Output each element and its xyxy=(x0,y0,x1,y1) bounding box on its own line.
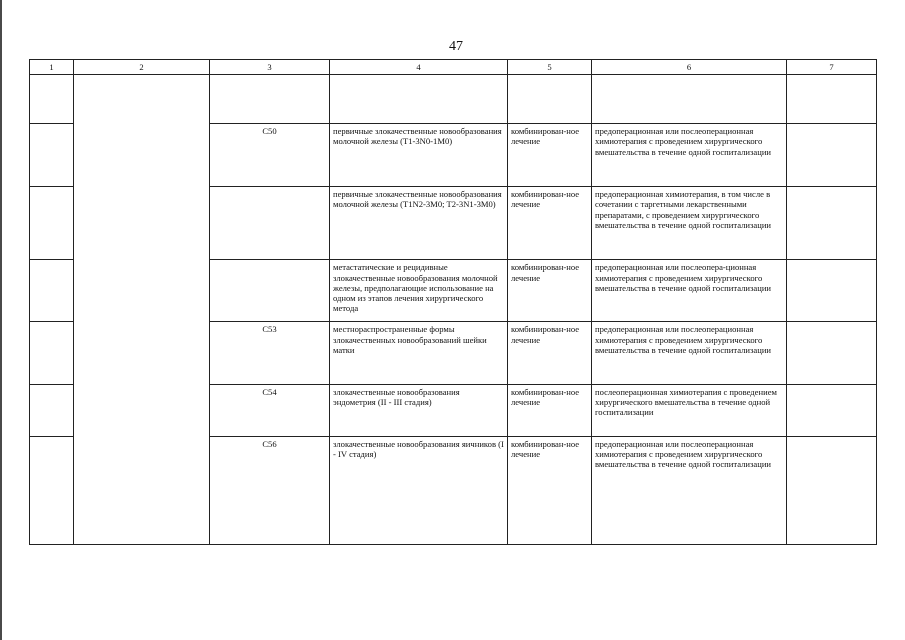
column-header: 3 xyxy=(210,60,330,75)
treatment-method-cell: послеоперационная химиотерапия с проведением хирургического вмешательства в течение одной госпитализации xyxy=(592,384,787,436)
profile-cell xyxy=(74,75,210,545)
row-number-cell xyxy=(30,75,74,124)
column-header: 2 xyxy=(74,60,210,75)
row-number-cell xyxy=(30,187,74,260)
scan-edge xyxy=(0,0,2,640)
column-header: 5 xyxy=(508,60,592,75)
description-cell: первичные злокачественные новообразования молочной железы (T1N2-3M0; T2-3N1-3M0) xyxy=(330,187,508,260)
description-cell: злокачественные новообразования эндометрия (II - III стадия) xyxy=(330,384,508,436)
description-cell: метастатические и рецидивные злокачественные новообразования молочной железы, предполагающие использование на одном из этапов лечения хирургического метода xyxy=(330,260,508,322)
norm-cell xyxy=(787,75,877,124)
treatment-method-cell: предоперационная или послеоперационная химиотерапия с проведением хирургического вмешательства в течение одной госпитализации xyxy=(592,436,787,544)
treatment-method-cell: предоперационная или послеопера-ционная химиотерапия с проведением хирургического вмешательства в течение одной госпитализации xyxy=(592,260,787,322)
icd-code-cell: C53 xyxy=(210,322,330,384)
description-cell: первичные злокачественные новообразования молочной железы (T1-3N0-1M0) xyxy=(330,124,508,187)
norm-cell xyxy=(787,384,877,436)
icd-code-cell xyxy=(210,75,330,124)
treatment-method-cell xyxy=(592,75,787,124)
column-header: 6 xyxy=(592,60,787,75)
norm-cell xyxy=(787,124,877,187)
icd-code-cell xyxy=(210,187,330,260)
header-row xyxy=(30,60,877,75)
treatment-type-cell: комбинирован-ное лечение xyxy=(508,187,592,260)
treatment-method-cell: предоперационная или послеоперационная химиотерапия с проведением хирургического вмешательства в течение одной госпитализации xyxy=(592,322,787,384)
description-cell xyxy=(330,75,508,124)
row-number-cell xyxy=(30,384,74,436)
treatment-type-cell: комбинирован-ное лечение xyxy=(508,124,592,187)
treatment-type-cell: комбинирован-ное лечение xyxy=(508,436,592,544)
treatment-type-cell: комбинирован-ное лечение xyxy=(508,384,592,436)
norm-cell xyxy=(787,260,877,322)
column-header: 7 xyxy=(787,60,877,75)
row-number-cell xyxy=(30,260,74,322)
description-cell: злокачественные новообразования яичников (I - IV стадия) xyxy=(330,436,508,544)
icd-code-cell: C50 xyxy=(210,124,330,187)
icd-code-cell: C54 xyxy=(210,384,330,436)
treatment-method-cell: предоперационная химиотерапия, в том числе в сочетании с таргетными лекарственными препаратами, с проведением хирургического вмешательства в течение одной госпитализации xyxy=(592,187,787,260)
column-header: 4 xyxy=(330,60,508,75)
treatment-type-cell: комбинирован-ное лечение xyxy=(508,322,592,384)
table-row xyxy=(30,75,877,124)
treatment-method-cell: предоперационная или послеоперационная химиотерапия с проведением хирургического вмешательства в течение одной госпитализации xyxy=(592,124,787,187)
column-header: 1 xyxy=(30,60,74,75)
row-number-cell xyxy=(30,124,74,187)
treatment-type-cell: комбинирован-ное лечение xyxy=(508,260,592,322)
norm-cell xyxy=(787,436,877,544)
row-number-cell xyxy=(30,436,74,544)
description-cell: местнораспространенные формы злокачественных новообразований шейки матки xyxy=(330,322,508,384)
norm-cell xyxy=(787,187,877,260)
icd-code-cell xyxy=(210,260,330,322)
row-number-cell xyxy=(30,322,74,384)
icd-code-cell: C56 xyxy=(210,436,330,544)
norm-cell xyxy=(787,322,877,384)
treatment-type-cell xyxy=(508,75,592,124)
page-number: 47 xyxy=(449,39,463,54)
services-table xyxy=(29,59,877,545)
